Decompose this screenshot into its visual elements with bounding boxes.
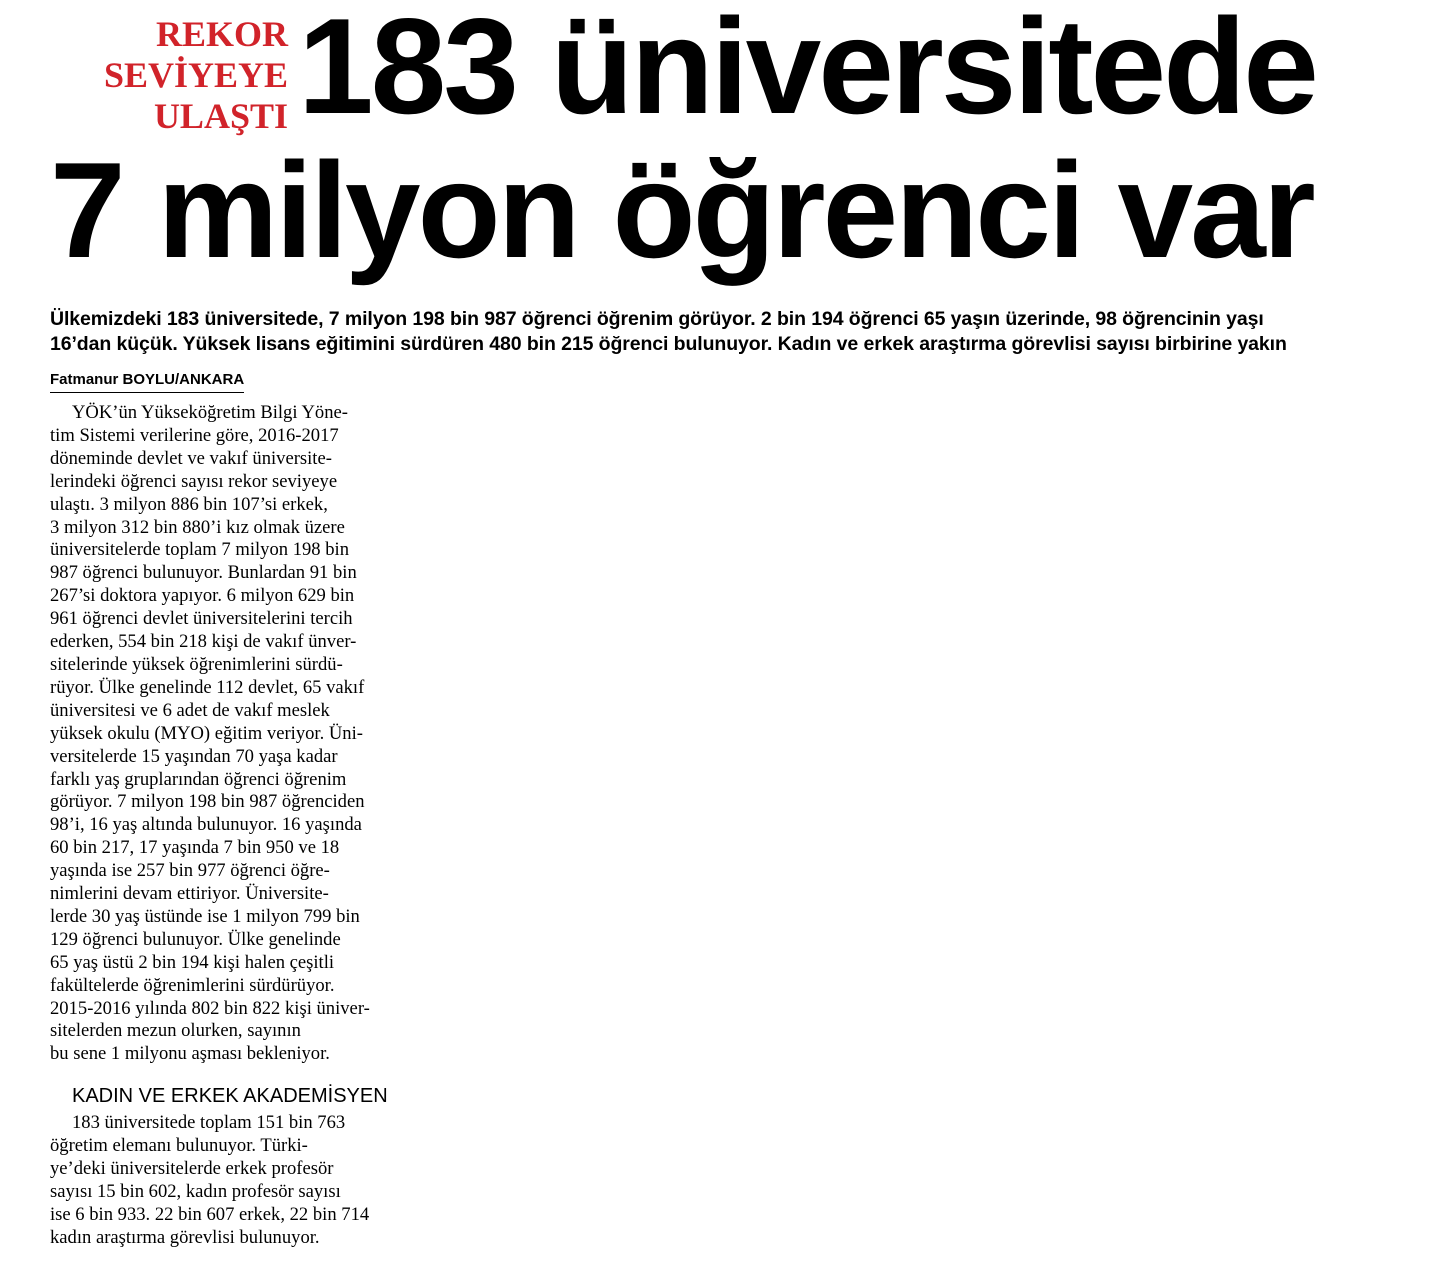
text-line: fakültelerde öğrenimlerini sürdürüyor.	[50, 974, 335, 996]
text-line: sitelerinde yüksek öğrenimlerini sürdü-	[50, 653, 343, 675]
text-line: 267’si doktora yapıyor. 6 milyon 629 bin	[50, 585, 355, 607]
text-line: 65 yaş üstü 2 bin 194 kişi halen çeşitli	[50, 951, 335, 973]
text-line: 98’i, 16 yaş altında bulunuyor. 16 yaşında	[50, 814, 362, 836]
text-line: tim Sistemi verilerine göre, 2016-2017	[50, 424, 339, 446]
text-line: 961 öğrenci devlet üniversitelerini tercih	[50, 608, 353, 630]
spot-line: Ülkemizdeki 183 üniversitede, 7 milyon 198 bin 987 öğrenci öğrenim görüyor. 2 bin 194 öğrenci 65 yaşın üzerinde, 98 öğrencinin yaşı	[50, 308, 1264, 330]
text-line: 3 milyon 312 bin 880’i kız olmak üzere	[50, 516, 345, 538]
headline-line-2: 7 milyon öğrenci var	[50, 134, 1313, 286]
text-line: kadın araştırma görevlisi bulunuyor.	[50, 1226, 320, 1248]
headline-line-1: 183 üniversitede	[298, 0, 1316, 142]
text-line: sitelerden mezun olurken, sayının	[50, 1020, 301, 1042]
text-line: ise 6 bin 933. 22 bin 607 erkek, 22 bin 714	[50, 1203, 370, 1225]
article-body-paragraph-2	[50, 1112, 422, 1249]
text-line: ulaştı. 3 milyon 886 bin 107’si erkek,	[50, 493, 328, 515]
text-line: 183 üniversitede toplam 151 bin 763	[72, 1112, 346, 1133]
kicker-line: REKOR	[155, 14, 288, 54]
text-line: üniversitesi ve 6 adet de vakıf meslek	[50, 699, 330, 721]
spot-line: 16’dan küçük. Yüksek lisans eğitimini sürdüren 480 bin 215 öğrenci bulunuyor. Kadın ve erkek araştırma görevlisi sayısı birbirine yakın	[50, 333, 1287, 355]
text-line: rüyor. Ülke genelinde 112 devlet, 65 vakıf	[50, 676, 365, 698]
text-line: öğretim elemanı bulunuyor. Türki-	[50, 1134, 308, 1156]
text-line: YÖK’ün Yükseköğretim Bilgi Yöne-	[72, 402, 348, 423]
kicker-line: SEVİYEYE	[103, 55, 288, 95]
text-line: farklı yaş gruplarından öğrenci öğrenim	[50, 768, 347, 790]
text-line: ye’deki üniversitelerde erkek profesör	[50, 1157, 334, 1179]
text-line: 2015-2016 yılında 802 bin 822 kişi üniver-	[50, 997, 370, 1019]
text-line: üniversitelerde toplam 7 milyon 198 bin	[50, 539, 349, 561]
text-line: ederken, 554 bin 218 kişi de vakıf ünver-	[50, 631, 357, 653]
text-line: 129 öğrenci bulunuyor. Ülke genelinde	[50, 928, 341, 950]
kicker-line: ULAŞTI	[153, 96, 288, 136]
text-line: yaşında ise 257 bin 977 öğrenci öğre-	[50, 860, 330, 882]
text-line: 987 öğrenci bulunuyor. Bunlardan 91 bin	[50, 562, 357, 584]
text-line: döneminde devlet ve vakıf üniversite-	[50, 447, 332, 469]
text-line: yüksek okulu (MYO) eğitim veriyor. Üni-	[50, 722, 363, 744]
section-subheading: KADIN VE ERKEK AKADEMİSYEN	[72, 1085, 388, 1107]
spot-summary	[50, 307, 1440, 357]
text-line: sayısı 15 bin 602, kadın profesör sayısı	[50, 1180, 341, 1202]
text-line: 60 bin 217, 17 yaşında 7 bin 950 ve 18	[50, 837, 340, 859]
article-body-paragraph-1	[50, 402, 422, 1066]
text-line: görüyor. 7 milyon 198 bin 987 öğrenciden	[50, 791, 365, 813]
text-line: lerindeki öğrenci sayısı rekor seviyeye	[50, 470, 338, 492]
text-line: bu sene 1 milyonu aşması bekleniyor.	[50, 1043, 330, 1065]
text-line: lerde 30 yaş üstünde ise 1 milyon 799 bin	[50, 905, 360, 927]
byline: Fatmanur BOYLU/ANKARA	[50, 370, 244, 393]
kicker	[40, 14, 288, 137]
text-line: nimlerini devam ettiriyor. Üniversite-	[50, 883, 329, 905]
text-line: versitelerde 15 yaşından 70 yaşa kadar	[50, 745, 338, 767]
